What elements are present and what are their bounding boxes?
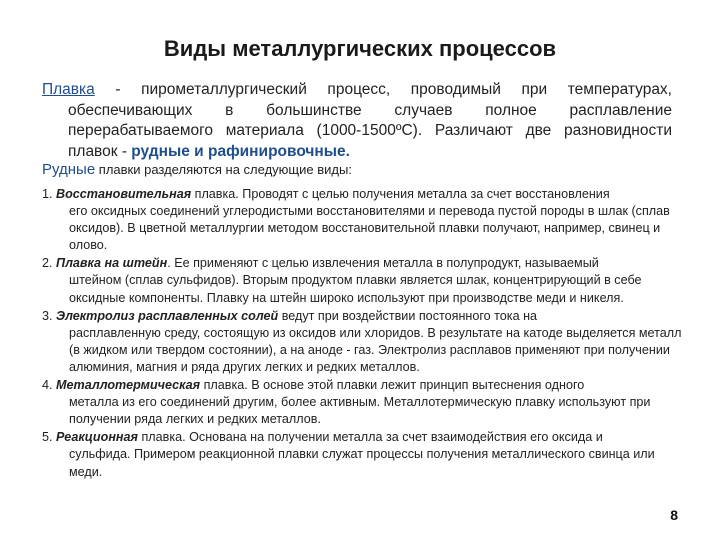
item-text: расплавленную среду, состоящую из оксидов или хлоридов. В результате на катоде выделяется металл (в жидком или твердом состоянии), а на аноде - газ. Электролиз расплавов применяют при получении алюминия, магния и ряда других легких и редких металлов. [69,325,682,374]
item-number: 2. [42,256,57,271]
item-suffix: плавка. В основе этой плавки лежит принцип вытеснения одного [200,378,585,393]
item-number: 5. [42,430,57,445]
item-name: Реакционная [56,430,138,445]
item-name: Восстановительная [56,187,192,201]
item-name: Металлотермическая [56,378,201,393]
list-item [42,429,682,480]
intro-term: Плавка [42,81,95,98]
item-suffix: плавка. Основана на получении металла за счет взаимодействия его оксида и [137,430,603,445]
list-item [42,308,682,376]
item-text: штейном (сплав сульфидов). Вторым продуктом плавки является шлак, концентрирующий в себе оксидные компоненты. Плавку на штейн широко используют при производстве меди и никеля. [69,273,642,305]
page-number: 8 [670,507,678,523]
intro-rest: обеспечивающих в большинстве случаев полное расплавление перерабатываемого материала (1000-1500ºС). Различают две разновидности плавок - [68,101,672,160]
item-number: 1. [42,187,57,201]
item-name: Электролиз расплавленных солей [56,308,279,323]
item-number: 4. [42,378,57,393]
item-suffix: ведут при воздействии постоянного тока на [278,308,538,323]
item-text: сульфида. Примером реакционной плавки служат процессы получения металлического свинца или меди. [69,447,655,479]
process-list [42,186,682,482]
intro-line1: - пирометаллургический процесс, проводимый при температурах, [94,81,672,98]
intro-kinds: рудные и рафинировочные. [131,142,350,160]
item-suffix: . Ее применяют с целью извлечения металла в полупродукт, называемый [167,256,599,271]
intro-body [42,101,672,163]
page-title: Виды металлургических процессов [163,36,557,61]
list-item [42,377,682,428]
item-text: его оксидных соединений углеродистыми восстановителями и перевода пустой породы в шлак (сплав оксидов). В цветной металлургии методом восстановительной плавки получают, например, свинец и олово. [69,204,670,253]
subtitle-text: плавки разделяются на следующие виды: [95,162,352,177]
subtitle-line [42,162,672,178]
item-suffix: плавка. Проводят с целью получения металла за счет восстановления [191,187,610,201]
list-item [42,255,682,306]
list-item [42,186,682,254]
item-number: 3. [42,308,57,323]
item-text: металла из его соединений другим, более активным. Металлотермическую плавку используют при получении ряда легких и редких металлов. [69,395,651,427]
intro-paragraph [42,80,672,162]
subtitle-term: Рудные [42,161,96,178]
item-name: Плавка на штейн [56,256,168,271]
intro-first-line [42,80,672,101]
